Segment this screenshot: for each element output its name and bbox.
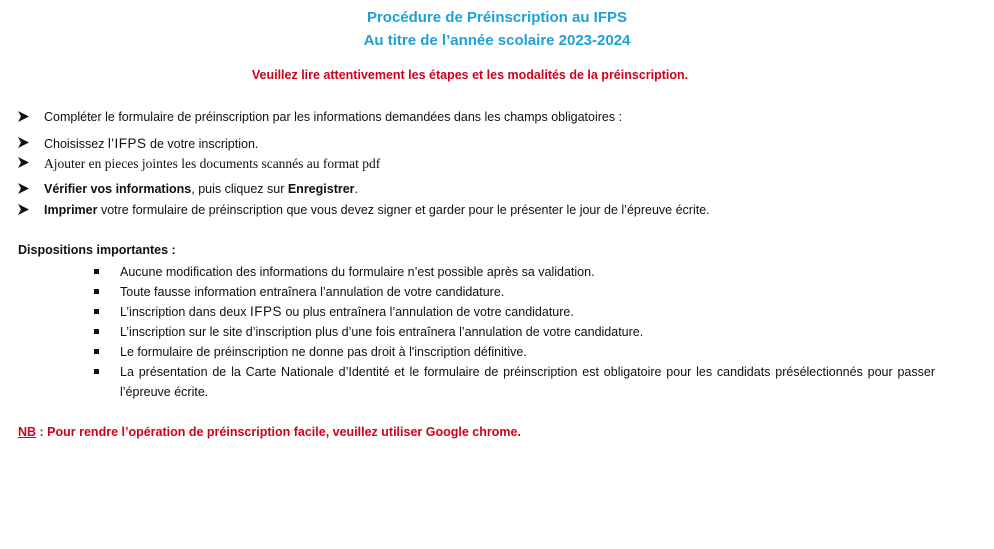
arrowhead-bullet-icon <box>18 183 29 194</box>
arrowhead-bullet-icon <box>18 111 29 122</box>
list-item: L’inscription dans deux IFPS ou plus entraînera l’annulation de votre candidature. <box>90 302 935 322</box>
dispositions-list <box>90 262 935 402</box>
page-subtitle: Au titre de l’année scolaire 2023-2024 <box>363 32 631 49</box>
square-bullet-icon <box>94 369 99 374</box>
square-bullet-icon <box>94 349 99 354</box>
arrowhead-bullet-icon <box>18 204 29 215</box>
list-item: Aucune modification des informations du formulaire n’est possible après sa validation. <box>90 262 935 282</box>
dispositions-heading: Dispositions importantes : <box>18 243 176 257</box>
step-text: Vérifier vos informations, puis cliquez sur Enregistrer. <box>44 182 359 196</box>
step-text: Ajouter en pieces jointes les documents scannés au format pdf <box>44 156 381 171</box>
ifps-term: IFPS <box>249 304 282 319</box>
square-bullet-icon <box>94 309 99 314</box>
ifps-term: l'IFPS <box>107 136 147 151</box>
step-text: Choisissez l'IFPS de votre inscription. <box>44 136 259 151</box>
list-item: Le formulaire de préinscription ne donne pas droit à l'inscription définitive. <box>90 342 935 362</box>
list-item: La présentation de la Carte Nationale d’Identité et le formulaire de préinscription est obligatoire pour les candidats présélectionnés pour passer l’épreuve écrite. <box>90 362 935 402</box>
list-item: L’inscription sur le site d’inscription plus d’une fois entraînera l’annulation de votre candidature. <box>90 322 935 342</box>
square-bullet-icon <box>94 329 99 334</box>
square-bullet-icon <box>94 269 99 274</box>
page-title: Procédure de Préinscription au IFPS <box>366 9 628 26</box>
arrowhead-bullet-icon <box>18 157 29 168</box>
step-text: Imprimer votre formulaire de préinscription que vous devez signer et garder pour le présenter le jour de l’épreuve écrite. <box>44 203 710 217</box>
note-text: : Pour rendre l’opération de préinscription facile, veuillez utiliser Google chrome. <box>36 425 521 439</box>
arrowhead-bullet-icon <box>18 137 29 148</box>
step-text: Compléter le formulaire de préinscription par les informations demandées dans les champs obligatoires : <box>44 110 623 124</box>
square-bullet-icon <box>94 289 99 294</box>
list-item: Toute fausse information entraînera l’annulation de votre candidature. <box>90 282 935 302</box>
note <box>18 425 521 439</box>
note-label: NB <box>18 425 37 439</box>
warning-notice: Veuillez lire attentivement les étapes et les modalités de la préinscription. <box>251 68 689 82</box>
